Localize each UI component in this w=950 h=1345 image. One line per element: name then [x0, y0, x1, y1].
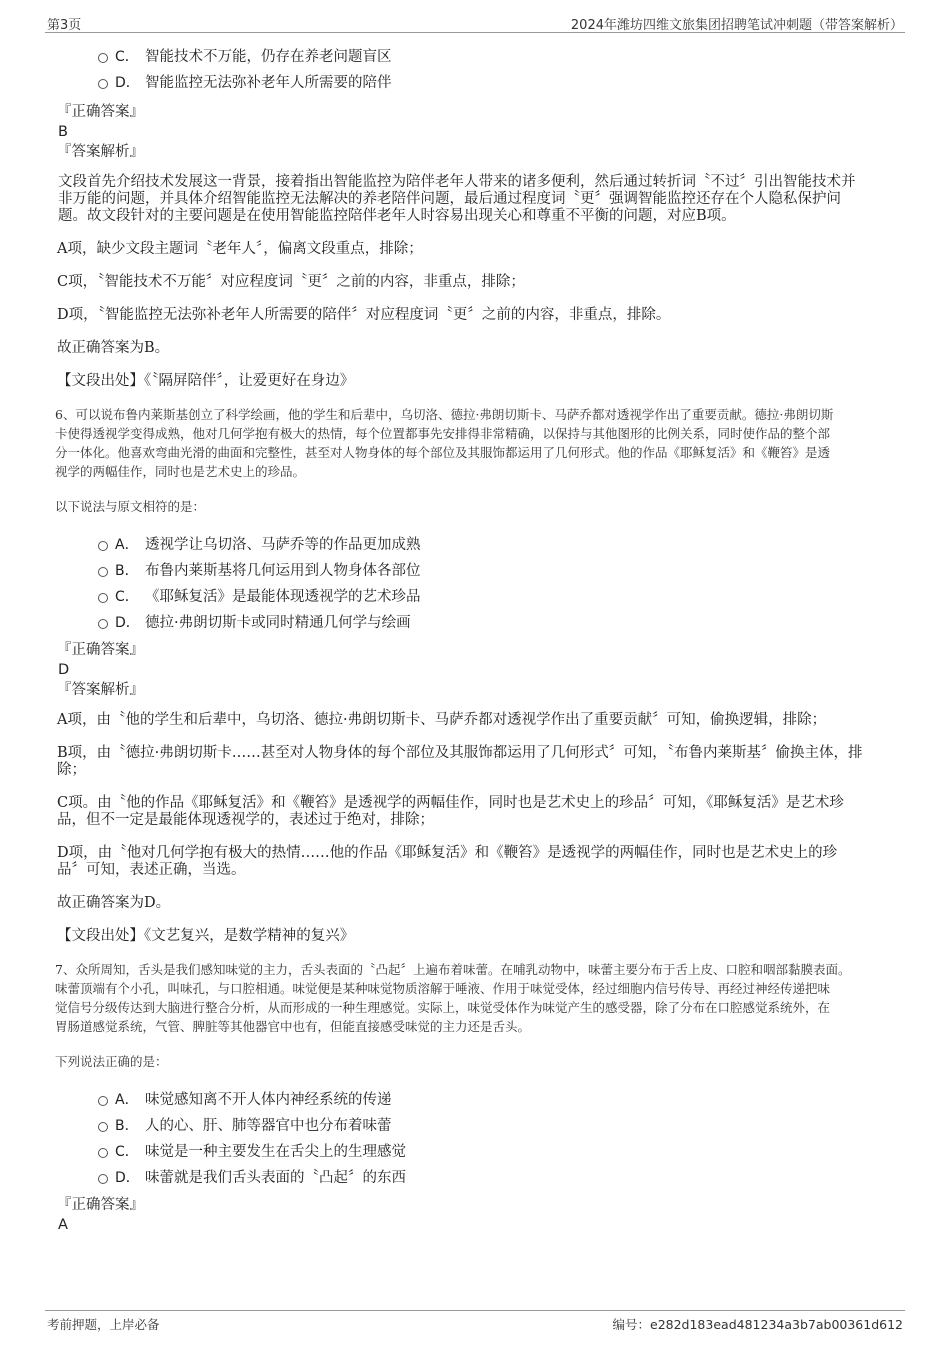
q5-option-d[interactable]: D． 智能监控无法弥补老年人所需要的陪伴: [55, 70, 895, 96]
answer-label: 『正确答案』: [57, 104, 144, 120]
q5-source: 【文段出处】《〝隔屏陪伴〞，让爱更好在身边》: [57, 373, 355, 389]
q6-conclusion: 故正确答案为D。: [57, 895, 171, 911]
q6-note-a: A项，由〝他的学生和后辈中，乌切洛、德拉·弗朗切斯卡、马萨乔都对透视学作出了重要贡献〞可知，偷换逻辑，排除；: [57, 712, 827, 728]
q7-option-d[interactable]: D． 味蕾就是我们舌头表面的〝凸起〞的东西: [55, 1165, 895, 1191]
q5-note-a: A项，缺少文段主题词〝老年人〞，偏离文段重点，排除；: [57, 241, 423, 257]
q7-question: 下列说法正确的是：: [55, 1054, 168, 1069]
document-title: 2024年潍坊四维文旅集团招聘笔试冲刺题（带答案解析）: [570, 18, 903, 33]
q6-source: 【文段出处】《文艺复兴，是数学精神的复兴》: [57, 928, 355, 944]
q6-option-a[interactable]: A． 透视学让乌切洛、马萨乔等的作品更加成熟: [55, 532, 895, 558]
correct-answer: D: [58, 662, 70, 678]
radio-icon[interactable]: [98, 1096, 108, 1106]
page-header: [45, 10, 905, 33]
q5-option-c[interactable]: C． 智能技术不万能，仍存在养老问题盲区: [55, 44, 895, 70]
q7-option-b[interactable]: B． 人的心、肝、肺等器官中也分布着味蕾: [55, 1113, 895, 1139]
q6-option-b[interactable]: B． 布鲁内莱斯基将几何运用到人物身体各部位: [55, 558, 895, 584]
answer-label: 『正确答案』: [57, 642, 144, 658]
q5-analysis: 文段首先介绍技术发展这一背景，接着指出智能监控为陪伴老年人带来的诸多便利，然后通过转折词〝不过〞引出智能技术并 非万能的问题，并具体介绍智能监控无法解决的养老陪伴问题，最后通过程度词〝更〞强调智能监控还存在个人隐私保护问 题。故文段针对的主要问题是在使用智能监控陪伴老年人时容易出现关心和尊重不平衡的问题，对应B项。: [58, 174, 856, 224]
answer-label: 『正确答案』: [57, 1197, 144, 1213]
footer-slogan: 考前押题，上岸必备: [47, 1317, 160, 1332]
q6-stem: 6、可以说布鲁内莱斯基创立了科学绘画，他的学生和后辈中，乌切洛、德拉·弗朗切斯卡、马萨乔都对透视学作出了重要贡献。德拉·弗朗切斯 卡使得透视学变得成熟，他对几何学抱有极大的热情，每个位置都事先安排得非常精确，以保持与其他图形的比例关系，同时使作品的整个部 分一体化。他喜欢弯曲光滑的曲面和完整性，甚至对人物身体的每个部位及其服饰都运用了几何形式。他的作品《耶稣复活》和《鞭笞》是透 视学的两幅佳作，同时也是艺术史上的珍品。: [55, 407, 834, 479]
q7-option-a[interactable]: A． 味觉感知离不开人体内神经系统的传递: [55, 1087, 895, 1113]
q5-conclusion: 故正确答案为B。: [57, 340, 170, 356]
radio-icon[interactable]: [98, 1174, 108, 1184]
radio-icon[interactable]: [98, 541, 108, 551]
radio-icon[interactable]: [98, 567, 108, 577]
page-footer: [45, 1310, 905, 1335]
document-code: 编号：e282d183ead481234a3b7ab00361d612: [612, 1317, 903, 1332]
q6-option-d[interactable]: D． 德拉·弗朗切斯卡或同时精通几何学与绘画: [55, 610, 895, 636]
q6-note-b: B项，由〝德拉·弗朗切斯卡……甚至对人物身体的每个部位及其服饰都运用了几何形式〞可知，〝布鲁内莱斯基〞偷换主体，排 除；: [57, 745, 863, 778]
q6-option-c[interactable]: C． 《耶稣复活》是最能体现透视学的艺术珍品: [55, 584, 895, 610]
q6-options: [55, 532, 895, 636]
q6-question: 以下说法与原文相符的是：: [55, 499, 206, 514]
document-body: [55, 44, 895, 1235]
q7-options: [55, 1087, 895, 1191]
page-number: 第3页: [47, 18, 82, 33]
correct-answer: B: [58, 124, 68, 140]
radio-icon[interactable]: [98, 593, 108, 603]
radio-icon[interactable]: [98, 1148, 108, 1158]
correct-answer: A: [58, 1217, 68, 1233]
q5-note-c: C项，〝智能技术不万能〞对应程度词〝更〞之前的内容，非重点，排除；: [57, 274, 525, 290]
analysis-label: 『答案解析』: [57, 682, 144, 698]
q7-stem: 7、众所周知，舌头是我们感知味觉的主力，舌头表面的〝凸起〞上遍布着味蕾。在哺乳动物中，味蕾主要分布于舌上皮、口腔和咽部黏膜表面。 味蕾顶端有个小孔，叫味孔，与口腔相通。味觉便是某种味觉物质溶解于唾液、作用于味觉受体，经过细胞内信号传导、再经过神经传递把味 觉信号分级传达到大脑进行整合分析，从而形成的一种生理感觉。实际上，味觉受体作为味觉产生的感受器，除了分布在口腔感觉系统外，在 胃肠道感觉系统，气管、脾脏等其他器官中也有，但能直接感受味觉的主力还是舌头。: [55, 962, 851, 1034]
radio-icon[interactable]: [98, 79, 108, 89]
radio-icon[interactable]: [98, 619, 108, 629]
q7-option-c[interactable]: C． 味觉是一种主要发生在舌尖上的生理感觉: [55, 1139, 895, 1165]
q5-note-d: D项，〝智能监控无法弥补老年人所需要的陪伴〞对应程度词〝更〞之前的内容，非重点，排除。: [57, 307, 671, 323]
q6-note-d: D项，由〝他对几何学抱有极大的热情……他的作品《耶稣复活》和《鞭笞》是透视学的两幅佳作，同时也是艺术史上的珍 品〞可知，表述正确，当选。: [57, 845, 838, 878]
analysis-label: 『答案解析』: [57, 144, 144, 160]
radio-icon[interactable]: [98, 1122, 108, 1132]
radio-icon[interactable]: [98, 53, 108, 63]
q6-note-c: C项。由〝他的作品《耶稣复活》和《鞭笞》是透视学的两幅佳作，同时也是艺术史上的珍品〞可知，《耶稣复活》是艺术珍 品，但不一定是最能体现透视学的，表述过于绝对，排除；: [57, 795, 844, 828]
